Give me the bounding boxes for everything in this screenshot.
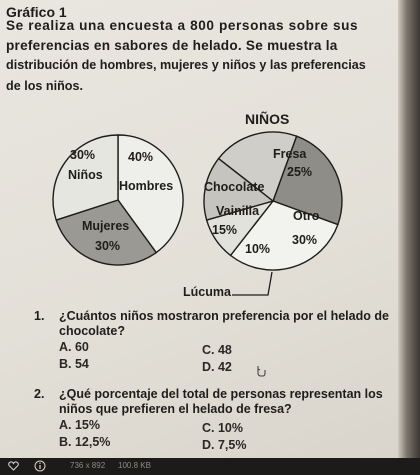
question-text: ¿Cuántos niños mostraron preferencia por el helado de (59, 309, 389, 323)
slice-label-otro: Otro (293, 209, 320, 223)
question-number: 2. (34, 387, 45, 401)
heart-icon[interactable] (8, 461, 19, 471)
slice-label-lucuma: Lúcuma (183, 285, 231, 299)
answer-option[interactable]: A. 15% (59, 418, 100, 432)
slice-label-vainilla: Vainilla (216, 204, 260, 218)
slice-label-chocolate: Chocolate (204, 180, 265, 194)
chart-title: NIÑOS (245, 111, 290, 127)
answer-option[interactable]: C. 10% (202, 421, 243, 435)
slice-value-vainilla: 15% (212, 223, 238, 237)
page-edge-shadow (398, 0, 420, 475)
answer-option[interactable]: D. 7,5% (202, 438, 247, 452)
question-number: 1. (34, 309, 45, 323)
answer-option[interactable]: B. 12,5% (59, 435, 111, 449)
answer-option[interactable]: B. 54 (59, 357, 89, 371)
slice-label-ninos: Niños (68, 168, 103, 182)
slice-label-mujeres: Mujeres (82, 219, 130, 233)
slice-value-otro: 30% (292, 233, 318, 247)
slice-value-mujeres: 30% (95, 239, 121, 253)
image-file-size: 100.8 KB (118, 461, 151, 470)
slice-value-hombres: 40% (128, 150, 154, 164)
intro-line: de los niños. (6, 79, 83, 93)
graph-label: Gráfico 1 (6, 4, 67, 20)
question-text: chocolate? (59, 324, 125, 338)
image-dimensions: 736 x 892 (70, 461, 106, 470)
slice-label-hombres: Hombres (119, 179, 174, 193)
lucuma-pointer-line (228, 270, 278, 300)
slice-label-fresa: Fresa (273, 147, 307, 161)
answer-option[interactable]: D. 42 (202, 360, 232, 374)
pointer-cursor-icon (255, 364, 267, 378)
image-viewer-bar (0, 458, 420, 475)
slice-value-ninos: 30% (70, 148, 96, 162)
intro-line: distribución de hombres, mujeres y niños y las preferencias (6, 58, 366, 72)
answer-option[interactable]: A. 60 (59, 340, 89, 354)
question-text: niños que prefieren el helado de fresa? (59, 402, 292, 416)
intro-line: preferencias en sabores de helado. Se muestra la (6, 38, 338, 53)
slice-value-lucuma: 10% (245, 242, 271, 256)
intro-line: Se realiza una encuesta a 800 personas sobre sus (6, 18, 359, 33)
slice-value-fresa: 25% (287, 165, 313, 179)
info-icon[interactable] (34, 460, 46, 472)
answer-option[interactable]: C. 48 (202, 343, 232, 357)
question-text: ¿Qué porcentaje del total de personas representan los (59, 387, 383, 401)
